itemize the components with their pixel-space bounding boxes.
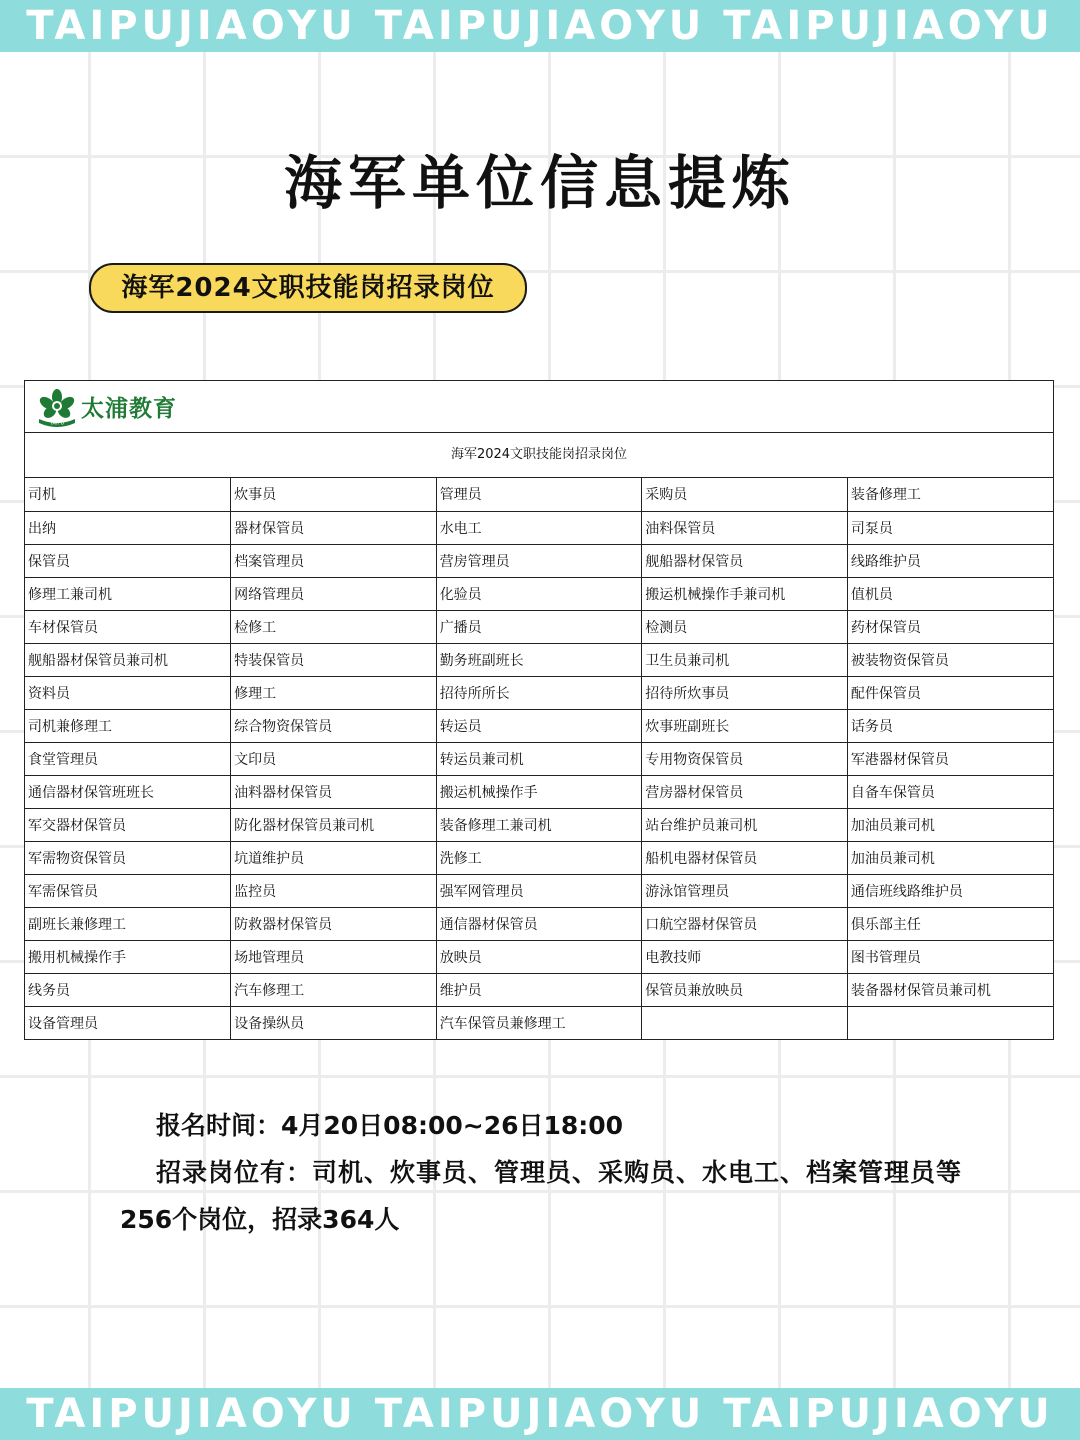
table-cell: 维护员 — [436, 973, 642, 1006]
table-cell: 司泵员 — [847, 511, 1053, 544]
table-cell: 加油员兼司机 — [847, 841, 1053, 874]
table-cell: 船机电器材保管员 — [642, 841, 848, 874]
top-banner: TAIPUJIAOYU TAIPUJIAOYU TAIPUJIAOYU — [0, 0, 1080, 52]
table-cell: 转运员 — [436, 709, 642, 742]
table-row — [25, 709, 1053, 742]
page-title: 海军单位信息提炼 — [283, 149, 796, 217]
table-cell: 修理工 — [231, 676, 437, 709]
table-cell: 装备修理工 — [847, 478, 1053, 511]
table-cell: 出纳 — [25, 511, 231, 544]
bottom-banner: TAIPUJIAOYU TAIPUJIAOYU TAIPUJIAOYU — [0, 1388, 1080, 1440]
jobs-table-card — [24, 380, 1054, 1040]
registration-time: 报名时间：4月20日08:00~26日18:00 — [156, 1111, 624, 1140]
table-cell: 招待所炊事员 — [642, 676, 848, 709]
table-cell: 线路维护员 — [847, 544, 1053, 577]
table-cell: 通信器材保管班班长 — [25, 775, 231, 808]
table-cell: 军交器材保管员 — [25, 808, 231, 841]
table-cell: 设备管理员 — [25, 1006, 231, 1039]
table-cell: 强军网管理员 — [436, 874, 642, 907]
table-cell: 通信器材保管员 — [436, 907, 642, 940]
table-cell: 监控员 — [231, 874, 437, 907]
table-cell: 管理员 — [436, 478, 642, 511]
table-cell: 水电工 — [436, 511, 642, 544]
table-cell: 口航空器材保管员 — [642, 907, 848, 940]
table-cell: 司机 — [25, 478, 231, 511]
table-cell: 文印员 — [231, 742, 437, 775]
table-cell: 采购员 — [642, 478, 848, 511]
table-cell: 线务员 — [25, 973, 231, 1006]
table-cell — [642, 1006, 848, 1039]
table-cell: 被装物资保管员 — [847, 643, 1053, 676]
table-cell: 化验员 — [436, 577, 642, 610]
table-cell: 舰船器材保管员 — [642, 544, 848, 577]
table-cell: 营房器材保管员 — [642, 775, 848, 808]
table-cell: 配件保管员 — [847, 676, 1053, 709]
table-row — [25, 1006, 1053, 1039]
table-cell: 舰船器材保管员兼司机 — [25, 643, 231, 676]
table-cell: 勤务班副班长 — [436, 643, 642, 676]
table-cell: 油料器材保管员 — [231, 775, 437, 808]
table-cell: 汽车修理工 — [231, 973, 437, 1006]
table-cell: 站台维护员兼司机 — [642, 808, 848, 841]
table-cell: 炊事班副班长 — [642, 709, 848, 742]
table-cell: 专用物资保管员 — [642, 742, 848, 775]
table-row — [25, 676, 1053, 709]
table-cell: 设备操纵员 — [231, 1006, 437, 1039]
table-cell: 食堂管理员 — [25, 742, 231, 775]
table-row — [25, 775, 1053, 808]
table-cell: 军需物资保管员 — [25, 841, 231, 874]
table-cell: 图书管理员 — [847, 940, 1053, 973]
table-cell: 保管员兼放映员 — [642, 973, 848, 1006]
table-cell: 营房管理员 — [436, 544, 642, 577]
table-cell: 保管员 — [25, 544, 231, 577]
table-cell: 场地管理员 — [231, 940, 437, 973]
logo-row — [25, 381, 1053, 433]
table-cell: 资料员 — [25, 676, 231, 709]
positions-count: 256个岗位，招录364人 — [120, 1205, 400, 1234]
table-cell: 卫生员兼司机 — [642, 643, 848, 676]
table-cell: 加油员兼司机 — [847, 808, 1053, 841]
table-cell: 洗修工 — [436, 841, 642, 874]
info-block — [120, 1102, 1020, 1243]
table-cell: 油料保管员 — [642, 511, 848, 544]
table-cell: 军需保管员 — [25, 874, 231, 907]
table-cell: 自备车保管员 — [847, 775, 1053, 808]
table-row — [25, 577, 1053, 610]
table-cell: 搬运机械操作手 — [436, 775, 642, 808]
table-cell: 档案管理员 — [231, 544, 437, 577]
table-cell: 放映员 — [436, 940, 642, 973]
table-row — [25, 610, 1053, 643]
table-cell: 检测员 — [642, 610, 848, 643]
svg-text:TAIPU: TAIPU — [49, 420, 65, 426]
table-cell: 通信班线路维护员 — [847, 874, 1053, 907]
table-cell: 搬用机械操作手 — [25, 940, 231, 973]
table-cell: 游泳馆管理员 — [642, 874, 848, 907]
table-cell: 装备器材保管员兼司机 — [847, 973, 1053, 1006]
table-cell: 器材保管员 — [231, 511, 437, 544]
table-cell: 军港器材保管员 — [847, 742, 1053, 775]
table-cell: 网络管理员 — [231, 577, 437, 610]
table-row — [25, 808, 1053, 841]
table-cell: 防救器材保管员 — [231, 907, 437, 940]
table-cell: 坑道维护员 — [231, 841, 437, 874]
table-cell: 值机员 — [847, 577, 1053, 610]
table-row — [25, 511, 1053, 544]
table-cell: 检修工 — [231, 610, 437, 643]
table-cell: 特装保管员 — [231, 643, 437, 676]
table-row — [25, 643, 1053, 676]
table-row — [25, 940, 1053, 973]
table-row — [25, 544, 1053, 577]
table-cell: 转运员兼司机 — [436, 742, 642, 775]
table-row — [25, 742, 1053, 775]
table-cell: 汽车保管员兼修理工 — [436, 1006, 642, 1039]
table-row — [25, 874, 1053, 907]
table-cell: 副班长兼修理工 — [25, 907, 231, 940]
logo-text: 太浦教育 — [81, 396, 177, 422]
table-row — [25, 973, 1053, 1006]
table-cell: 装备修理工兼司机 — [436, 808, 642, 841]
table-caption: 海军2024文职技能岗招录岗位 — [25, 433, 1053, 478]
table-cell: 药材保管员 — [847, 610, 1053, 643]
table-cell: 司机兼修理工 — [25, 709, 231, 742]
table-cell: 话务员 — [847, 709, 1053, 742]
table-row — [25, 841, 1053, 874]
table-cell: 招待所所长 — [436, 676, 642, 709]
positions-summary: 招录岗位有：司机、炊事员、管理员、采购员、水电工、档案管理员等 — [156, 1158, 963, 1187]
table-row — [25, 907, 1053, 940]
table-cell: 防化器材保管员兼司机 — [231, 808, 437, 841]
table-row — [25, 478, 1053, 511]
table-cell: 电教技师 — [642, 940, 848, 973]
table-cell: 广播员 — [436, 610, 642, 643]
table-cell: 搬运机械操作手兼司机 — [642, 577, 848, 610]
table-cell: 车材保管员 — [25, 610, 231, 643]
section-pill-label: 海军2024文职技能岗招录岗位 — [89, 263, 527, 313]
tai-pu-logo-icon — [35, 387, 79, 427]
table-cell — [847, 1006, 1053, 1039]
table-cell: 修理工兼司机 — [25, 577, 231, 610]
table-cell: 俱乐部主任 — [847, 907, 1053, 940]
jobs-table — [25, 478, 1053, 1039]
table-cell: 炊事员 — [231, 478, 437, 511]
table-cell: 综合物资保管员 — [231, 709, 437, 742]
